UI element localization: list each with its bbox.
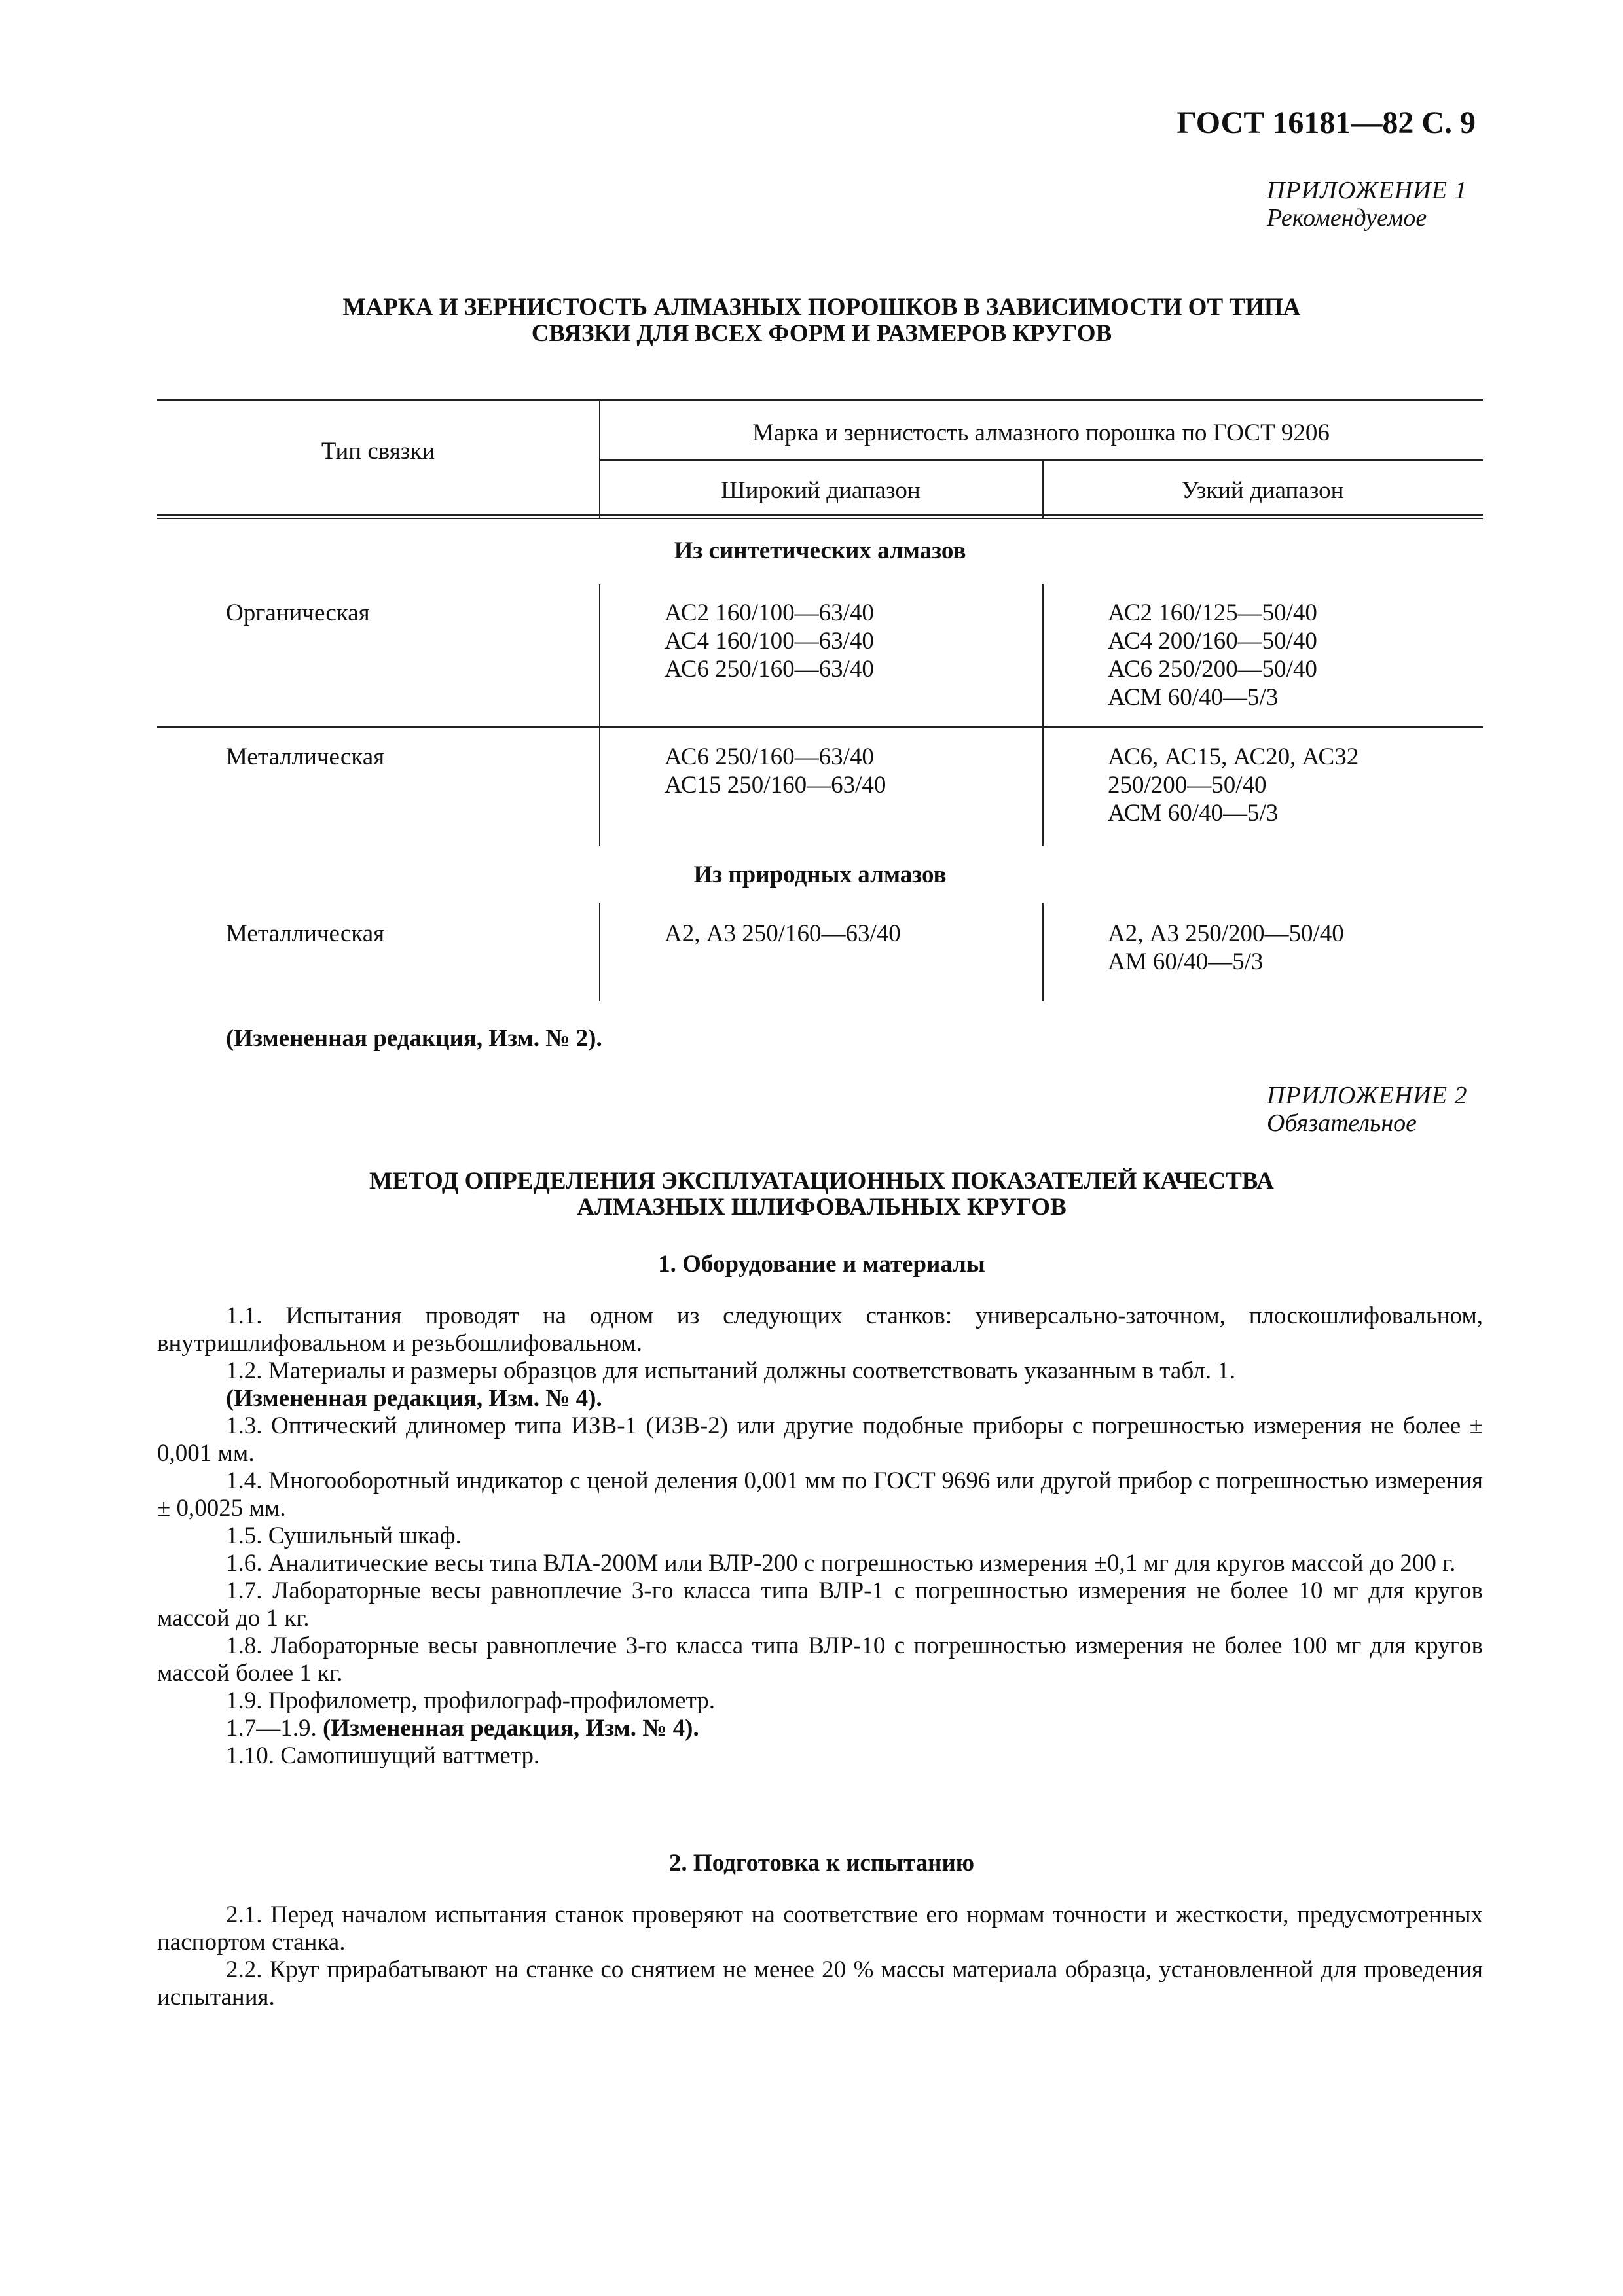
section-title-synthetic: Из синтетических алмазов bbox=[674, 537, 966, 564]
paragraph: 1.4. Многооборотный индикатор с ценой деления 0,001 мм по ГОСТ 9696 или другой прибор с погрешностью измерения ± 0,0025 мм. bbox=[157, 1467, 1483, 1522]
paragraph-number: 1.7—1.9. bbox=[226, 1715, 317, 1742]
section-title-natural: Из природных алмазов bbox=[693, 861, 947, 888]
table-title bbox=[164, 295, 1480, 347]
table-top-rule bbox=[157, 399, 1483, 401]
method-title-line-2: АЛМАЗНЫХ ШЛИФОВАЛЬНЫХ КРУГОВ bbox=[577, 1194, 1067, 1221]
row-wide-range: А2, А3 250/160—63/40 bbox=[665, 920, 901, 947]
section-2-heading: 2. Подготовка к испытанию bbox=[668, 1850, 975, 1876]
section-1-body bbox=[157, 1302, 1483, 1770]
appendix-2-status: Обязательное bbox=[1267, 1109, 1417, 1137]
row-narrow-range: А2, А3 250/200—50/40 АМ 60/40—5/3 bbox=[1108, 920, 1344, 975]
paragraph: 1.1. Испытания проводят на одном из следующих станков: универсально-заточном, плоскошлифовальном, внутришлифовальном и резьбошлифовальном. bbox=[157, 1302, 1483, 1357]
amendment-note: (Измененная редакция, Изм. № 4). bbox=[226, 1385, 602, 1412]
col-header-bond-type: Тип связки bbox=[321, 438, 435, 465]
table-title-line-1: МАРКА И ЗЕРНИСТОСТЬ АЛМАЗНЫХ ПОРОШКОВ В ЗАВИСИМОСТИ ОТ ТИПА bbox=[342, 294, 1301, 321]
table-title-line-2: СВЯЗКИ ДЛЯ ВСЕХ ФОРМ И РАЗМЕРОВ КРУГОВ bbox=[531, 320, 1112, 347]
paragraph: 1.5. Сушильный шкаф. bbox=[226, 1522, 462, 1549]
section-1-heading: 1. Оборудование и материалы bbox=[658, 1251, 985, 1278]
method-title bbox=[164, 1168, 1480, 1221]
row-bond-type: Металлическая bbox=[226, 920, 385, 947]
table-vrule-row3-a bbox=[599, 903, 600, 1001]
col-header-narrow: Узкий диапазон bbox=[1181, 477, 1344, 504]
table-vrule-row2-b bbox=[1042, 726, 1044, 846]
appendix-2-label bbox=[1267, 1082, 1467, 1137]
abrasive-table bbox=[157, 399, 1483, 1054]
appendix-2-title: ПРИЛОЖЕНИЕ 2 bbox=[1267, 1082, 1468, 1109]
method-title-line-1: МЕТОД ОПРЕДЕЛЕНИЯ ЭКСПЛУАТАЦИОННЫХ ПОКАЗАТЕЛЕЙ КАЧЕСТВА bbox=[369, 1168, 1274, 1194]
row-bond-type: Металлическая bbox=[226, 744, 385, 770]
row-narrow-range: АС2 160/125—50/40 АС4 200/160—50/40 АС6 250/200—50/40 АСМ 60/40—5/3 bbox=[1108, 600, 1317, 711]
appendix-1-label bbox=[1267, 177, 1467, 232]
col-group-header: Марка и зернистость алмазного порошка по ГОСТ 9206 bbox=[752, 420, 1330, 446]
table-header-rule-double bbox=[157, 518, 1483, 519]
table-row-rule bbox=[157, 726, 1483, 728]
paragraph: 1.7. Лабораторные весы равноплечие 3-го класса типа ВЛР-1 с погрешностью измерения не более 10 мг для кругов массой до 1 кг. bbox=[157, 1577, 1483, 1632]
amendment-note: (Измененная редакция, Изм. № 2). bbox=[226, 1025, 602, 1052]
row-narrow-range: АС6, АС15, АС20, АС32 250/200—50/40 АСМ 60/40—5/3 bbox=[1108, 744, 1359, 827]
row-wide-range: АС6 250/160—63/40 АС15 250/160—63/40 bbox=[665, 744, 886, 798]
table-vrule-row2-a bbox=[599, 726, 600, 846]
section-2-body bbox=[157, 1901, 1483, 2011]
appendix-1-status: Рекомендуемое bbox=[1267, 204, 1427, 232]
appendix-1-title: ПРИЛОЖЕНИЕ 1 bbox=[1267, 177, 1468, 204]
paragraph bbox=[157, 1715, 1483, 1742]
paragraph: 1.2. Материалы и размеры образцов для испытаний должны соответствовать указанным в табл. 1. bbox=[226, 1357, 1235, 1384]
paragraph: 2.1. Перед началом испытания станок проверяют на соответствие его нормам точности и жесткости, предусмотренных паспортом станка. bbox=[157, 1901, 1483, 1956]
table-group-rule bbox=[599, 459, 1483, 461]
paragraph: 1.8. Лабораторные весы равноплечие 3-го класса типа ВЛР-10 с погрешностью измерения не более 100 мг для кругов массой более 1 кг. bbox=[157, 1632, 1483, 1687]
paragraph: 1.9. Профилометр, профилограф-профилометр. bbox=[226, 1687, 715, 1714]
paragraph: 1.3. Оптический длиномер типа ИЗВ-1 (ИЗВ-2) или другие подобные приборы с погрешностью измерения не более ± 0,001 мм. bbox=[157, 1412, 1483, 1467]
amendment-note: (Измененная редакция, Изм. № 4). bbox=[323, 1715, 699, 1742]
paragraph: 1.10. Самопишущий ваттметр. bbox=[226, 1742, 540, 1769]
row-bond-type: Органическая bbox=[226, 600, 370, 626]
table-vrule-row1-b bbox=[1042, 584, 1044, 726]
paragraph: 2.2. Круг прирабатывают на станке со снятием не менее 20 % массы материала образца, установленной для проведения испытания. bbox=[157, 1956, 1483, 2011]
table-vrule-row3-b bbox=[1042, 903, 1044, 1001]
paragraph: 1.6. Аналитические весы типа ВЛА-200М или ВЛР-200 с погрешностью измерения ±0,1 мг для кругов массой до 200 г. bbox=[226, 1550, 1456, 1577]
page-header: ГОСТ 16181—82 С. 9 bbox=[1176, 105, 1476, 140]
row-wide-range: АС2 160/100—63/40 АС4 160/100—63/40 АС6 250/160—63/40 bbox=[665, 600, 874, 683]
table-header-rule bbox=[157, 514, 1483, 516]
table-vrule-row1-a bbox=[599, 584, 600, 726]
col-header-wide: Широкий диапазон bbox=[721, 477, 921, 504]
